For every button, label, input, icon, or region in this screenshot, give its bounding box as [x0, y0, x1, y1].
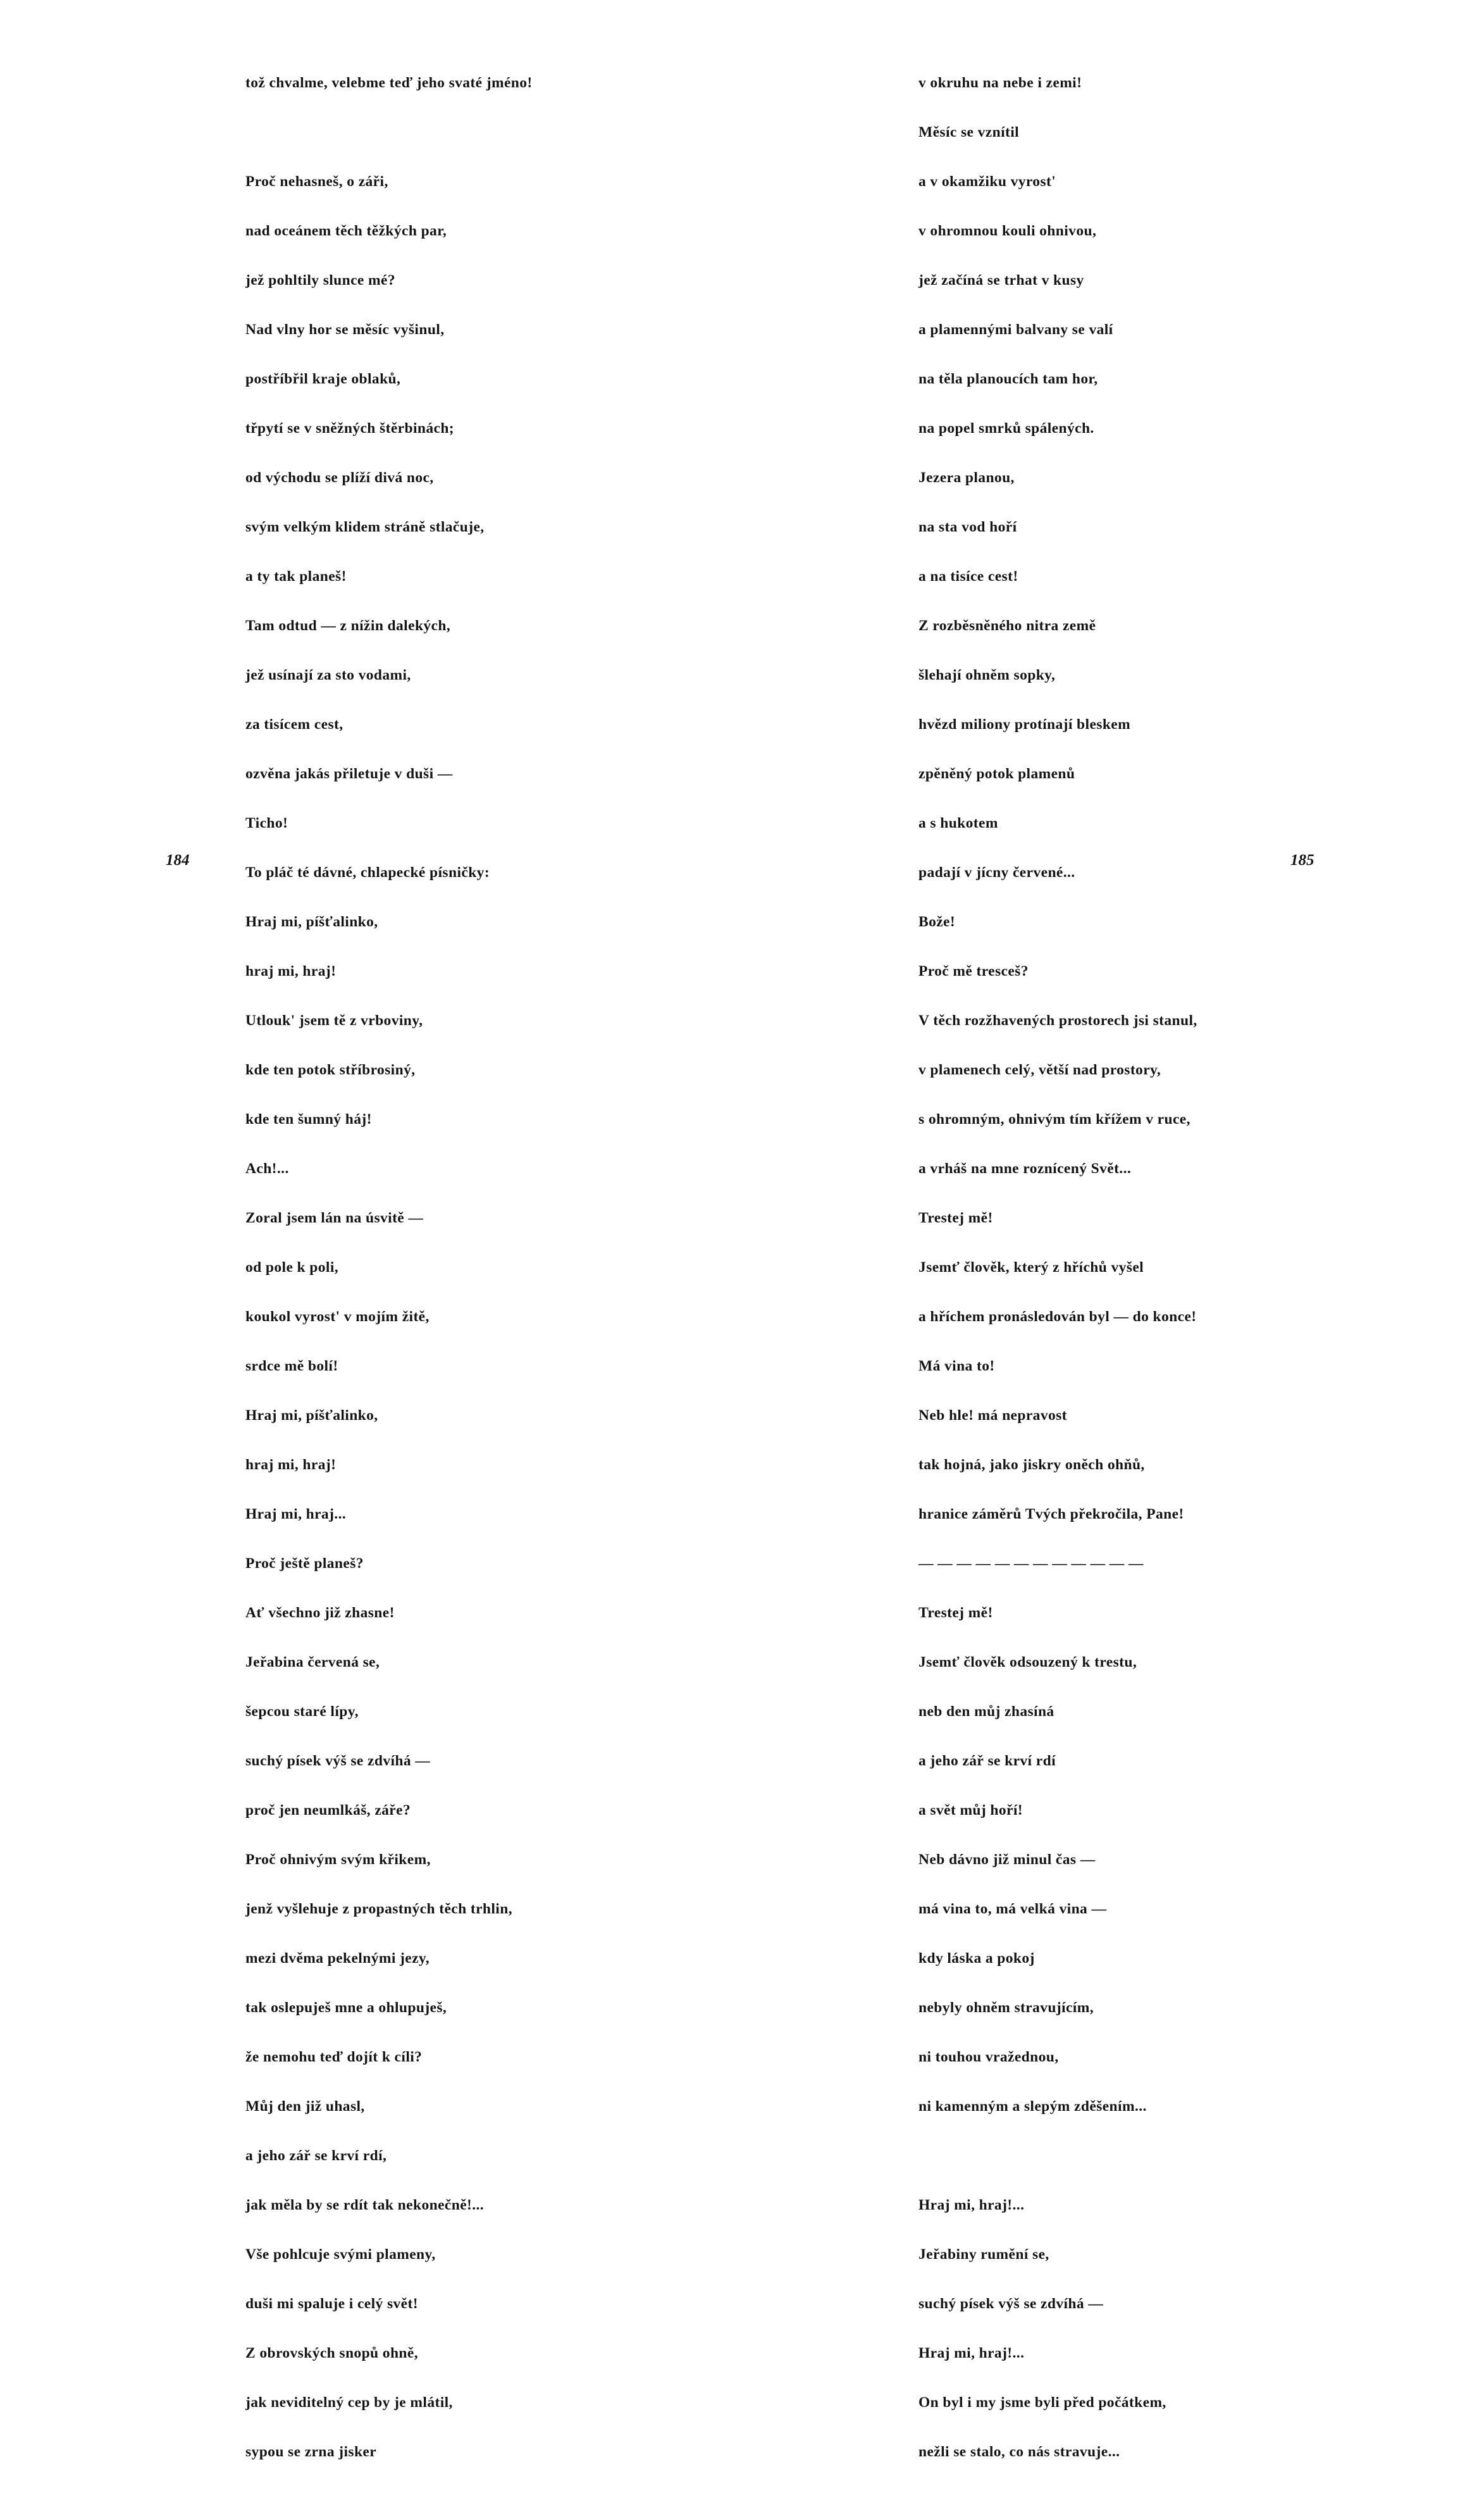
poem-line: Měsíc se vznítil	[918, 124, 1020, 140]
poem-line: suchý písek výš se zdvíhá —	[245, 1753, 431, 1769]
poem-line: a hříchem pronásledován byl — do konce!	[918, 1309, 1197, 1325]
poem-line: hvězd miliony protínají bleskem	[918, 716, 1131, 733]
poem-line: Hraj mi, hraj!...	[918, 2197, 1025, 2213]
poem-line: On byl i my jsme byli před počátkem,	[918, 2394, 1166, 2411]
poem-line: Neb dávno již minul čas —	[918, 1851, 1096, 1868]
poem-line: ni kamenným a slepým zděšením...	[918, 2098, 1147, 2115]
poem-line: s ohromným, ohnivým tím křížem v ruce,	[918, 1111, 1190, 1128]
stanza-break	[918, 2148, 1197, 2164]
poem-line: a jeho zář se krví rdí,	[245, 2148, 387, 2164]
poem-line: nad oceánem těch těžkých par,	[245, 223, 447, 239]
poem-line: koukol vyrost' v mojím žitě,	[245, 1309, 430, 1325]
poem-line: má vina to, má velká vina —	[918, 1901, 1107, 1917]
poem-line: Hraj mi, hraj!...	[918, 2345, 1025, 2361]
poem-line: proč jen neumlkáš, záře?	[245, 1802, 411, 1818]
poem-line: Trestej mě!	[918, 1605, 993, 1621]
poem-line: Hraj mi, píšťalinko,	[245, 1407, 378, 1424]
dash-separator: — — — — — — — — — — — —	[918, 1555, 1144, 1572]
poem-line: od pole k poli,	[245, 1259, 339, 1276]
poem-line: srdce mě bolí!	[245, 1358, 338, 1374]
poem-line: na popel smrků spálených.	[918, 420, 1094, 437]
poem-line: kdy láska a pokoj	[918, 1950, 1035, 1967]
poem-line: a ty tak planeš!	[245, 568, 347, 585]
poem-line: tož chvalme, velebme teď jeho svaté jméno!	[245, 75, 533, 91]
right-page	[742, 0, 1484, 2460]
poem-line: Neb hle! má nepravost	[918, 1407, 1067, 1424]
poem-line: Jsemť člověk odsouzený k trestu,	[918, 1654, 1137, 1670]
poem-line: nebyly ohněm stravujícím,	[918, 1999, 1094, 2016]
poem-line: jak měla by se rdít tak nekonečně!...	[245, 2197, 485, 2213]
poem-line: svým velkým klidem stráně stlačuje,	[245, 519, 485, 535]
poem-line: ni touhou vražednou,	[918, 2049, 1059, 2065]
poem-line: za tisícem cest,	[245, 716, 343, 733]
poem-line: Jezera planou,	[918, 469, 1015, 486]
poem-line: Z rozběsněného nitra země	[918, 618, 1096, 634]
poem-line: ozvěna jakás přiletuje v duši —	[245, 766, 453, 782]
stanza-break	[245, 124, 533, 140]
poem-line: mezi dvěma pekelnými jezy,	[245, 1950, 430, 1967]
poem-line: Utlouk' jsem tě z vrboviny,	[245, 1012, 423, 1029]
poem-line: Můj den již uhasl,	[245, 2098, 365, 2115]
poem-line: Trestej mě!	[918, 1210, 993, 1226]
poem-line: Ať všechno již zhasne!	[245, 1605, 395, 1621]
poem-line: suchý písek výš se zdvíhá —	[918, 2296, 1104, 2312]
poem-line: hraj mi, hraj!	[245, 963, 337, 979]
poem-line: Bože!	[918, 914, 956, 930]
poem-line: jež pohltily slunce mé?	[245, 272, 395, 289]
poem-line: jež usínají za sto vodami,	[245, 667, 411, 683]
poem-line: sypou se zrna jisker	[245, 2444, 377, 2460]
page-number-right: 185	[1290, 852, 1314, 869]
poem-line: Ticho!	[245, 815, 288, 831]
poem-line: jak neviditelný cep by je mlátil,	[245, 2394, 453, 2411]
poem-line: Z obrovských snopů ohně,	[245, 2345, 418, 2361]
poem-line: třpytí se v sněžných štěrbinách;	[245, 420, 455, 437]
poem-line: Hraj mi, píšťalinko,	[245, 914, 378, 930]
poem-line: a v okamžiku vyrost'	[918, 173, 1056, 190]
poem-column-left	[245, 42, 533, 2493]
poem-line: Proč ještě planeš?	[245, 1555, 364, 1572]
poem-line: Zoral jsem lán na úsvitě —	[245, 1210, 424, 1226]
poem-line: a plamennými balvany se valí	[918, 321, 1113, 338]
poem-line: zpěněný potok plamenů	[918, 766, 1075, 782]
poem-line: v okruhu na nebe i zemi!	[918, 75, 1082, 91]
poem-line: Nad vlny hor se měsíc vyšinul,	[245, 321, 445, 338]
poem-line: Jeřabiny rumění se,	[918, 2246, 1049, 2263]
poem-line: jenž vyšlehuje z propastných těch trhlin,	[245, 1901, 512, 1917]
poem-line: Jeřabina červená se,	[245, 1654, 380, 1670]
poem-line: a na tisíce cest!	[918, 568, 1018, 585]
poem-line: Vše pohlcuje svými plameny,	[245, 2246, 436, 2263]
left-page	[0, 0, 742, 2460]
poem-line: Má vina to!	[918, 1358, 995, 1374]
poem-line: Ach!...	[245, 1160, 289, 1177]
poem-column-right	[918, 42, 1197, 2493]
poem-line: hraj mi, hraj!	[245, 1457, 337, 1473]
poem-line: na těla planoucích tam hor,	[918, 371, 1098, 387]
poem-line: tak hojná, jako jiskry oněch ohňů,	[918, 1457, 1145, 1473]
poem-line: hranice záměrů Tvých překročila, Pane!	[918, 1506, 1184, 1522]
page-number-left: 184	[166, 852, 190, 869]
poem-line: Proč nehasneš, o záři,	[245, 173, 388, 190]
poem-line: Jsemť člověk, který z hříchů vyšel	[918, 1259, 1144, 1276]
poem-line: a s hukotem	[918, 815, 998, 831]
poem-line: neb den můj zhasíná	[918, 1703, 1054, 1720]
poem-line: To pláč té dávné, chlapecké písničky:	[245, 864, 490, 881]
poem-line: a svět můj hoří!	[918, 1802, 1023, 1818]
poem-line: nežli se stalo, co nás stravuje...	[918, 2444, 1120, 2460]
poem-line: v plamenech celý, větší nad prostory,	[918, 1062, 1161, 1078]
poem-line: a vrháš na mne roznícený Svět...	[918, 1160, 1132, 1177]
poem-line: od východu se plíží divá noc,	[245, 469, 434, 486]
poem-line: v ohromnou kouli ohnivou,	[918, 223, 1097, 239]
poem-line: jež začíná se trhat v kusy	[918, 272, 1084, 289]
poem-line: kde ten šumný háj!	[245, 1111, 372, 1128]
poem-line: že nemohu teď dojít k cíli?	[245, 2049, 423, 2065]
poem-line: duši mi spaluje i celý svět!	[245, 2296, 418, 2312]
poem-line: šepcou staré lípy,	[245, 1703, 359, 1720]
poem-line: a jeho zář se krví rdí	[918, 1753, 1056, 1769]
poem-line: postříbřil kraje oblaků,	[245, 371, 401, 387]
poem-line: padají v jícny červené...	[918, 864, 1075, 881]
poem-line: Proč mě tresceš?	[918, 963, 1029, 979]
poem-line: kde ten potok stříbrosiný,	[245, 1062, 416, 1078]
poem-line: Proč ohnivým svým křikem,	[245, 1851, 431, 1868]
poem-line: Hraj mi, hraj...	[245, 1506, 347, 1522]
poem-line: šlehají ohněm sopky,	[918, 667, 1056, 683]
poem-line: tak oslepuješ mne a ohlupuješ,	[245, 1999, 447, 2016]
poem-line: V těch rozžhavených prostorech jsi stanul,	[918, 1012, 1197, 1029]
poem-line: Tam odtud — z nížin dalekých,	[245, 618, 451, 634]
poem-line: na sta vod hoří	[918, 519, 1017, 535]
